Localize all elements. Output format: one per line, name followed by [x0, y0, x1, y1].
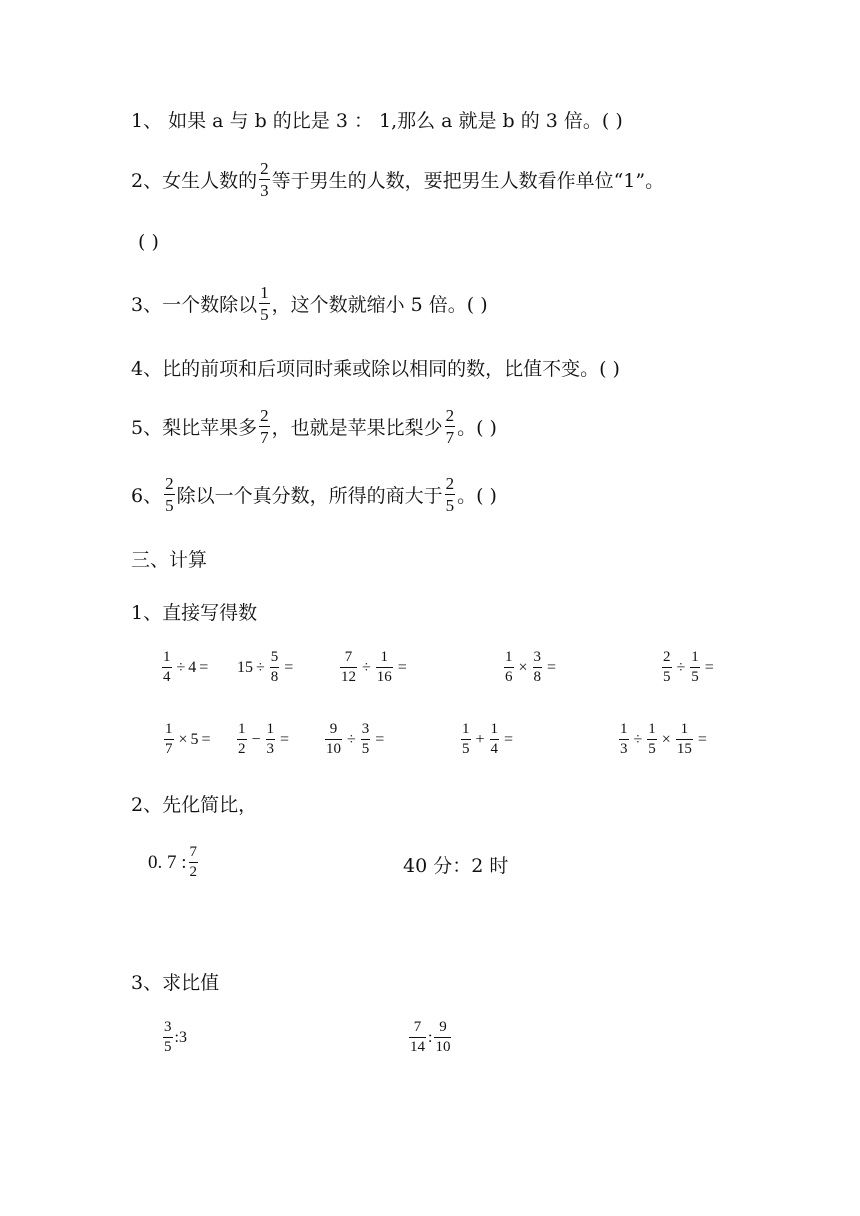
- fraction: $\frac{2}{5}$: [165, 474, 174, 515]
- expression: $\frac{1}{6}$ × $\frac{3}{8}$ =: [505, 649, 557, 685]
- expression: $\frac{1}{7}$ × 5 =: [165, 721, 211, 757]
- fraction: $\frac{1}{5}$: [260, 283, 269, 324]
- question-6: 6、 $\frac{2}{5}$ 除以一个真分数，所得的商大于 $\frac{2}{5}$ 。( ): [131, 474, 497, 515]
- question-1: 1、 如果 a 与 b 的比是 3 ： 1,那么 a 就是 b 的 3 倍。( ): [131, 110, 623, 132]
- expression: $\frac{7}{12}$ ÷ $\frac{1}{16}$ =: [341, 649, 407, 685]
- section-title: 三、计算: [131, 549, 208, 571]
- fraction: $\frac{2}{7}$: [445, 406, 455, 447]
- fraction: $\frac{2}{7}$: [260, 406, 269, 447]
- expression: $\frac{2}{5}$ ÷ $\frac{1}{5}$ =: [663, 649, 714, 685]
- expression: $\frac{1}{2}$ − $\frac{1}{3}$ =: [238, 721, 290, 757]
- question-2: 2、女生人数的 $\frac{2}{3}$ 等于男生的人数，要把男生人数看作单位“1”。: [131, 159, 665, 200]
- subsection-title-ratio-value: 3、求比值: [131, 972, 220, 994]
- expression: $\frac{9}{10}$ ÷ $\frac{3}{5}$ =: [326, 721, 385, 757]
- expression: $\frac{1}{3}$ ÷ $\frac{1}{5}$ × $\frac{1}{15}$ =: [620, 721, 707, 757]
- simplify-ratio-b: 40 分：2 时: [403, 855, 509, 877]
- question-2-answer-blank: ( ): [138, 231, 159, 253]
- fraction: $\frac{2}{3}$: [260, 159, 269, 200]
- ratio-b: $\frac{7}{14}$ : $\frac{9}{10}$: [410, 1019, 451, 1055]
- expression: 15 ÷ $\frac{5}{8}$ =: [237, 649, 294, 685]
- subsection-title-simplify: 2、先化简比，: [131, 794, 258, 816]
- expression: $\frac{1}{4}$ ÷ 4 =: [163, 649, 209, 685]
- expression: $\frac{1}{5}$ + $\frac{1}{4}$ =: [462, 721, 514, 757]
- subsection-title-direct-answers: 1、直接写得数: [131, 602, 258, 624]
- question-4: 4、比的前项和后项同时乘或除以相同的数，比值不变。( ): [131, 358, 620, 380]
- question-3: 3、一个数除以 $\frac{1}{5}$ ，这个数就缩小 5 倍。( ): [131, 283, 488, 324]
- ratio-a: $\frac{3}{5}$ : 3: [164, 1019, 187, 1055]
- question-5: 5、梨比苹果多 $\frac{2}{7}$ ，也就是苹果比梨少 $\frac{2}{7}$ 。( ): [131, 406, 497, 447]
- fraction: $\frac{2}{5}$: [445, 474, 455, 515]
- simplify-ratio-a: 0. 7 : $\frac{7}{2}$: [148, 844, 198, 880]
